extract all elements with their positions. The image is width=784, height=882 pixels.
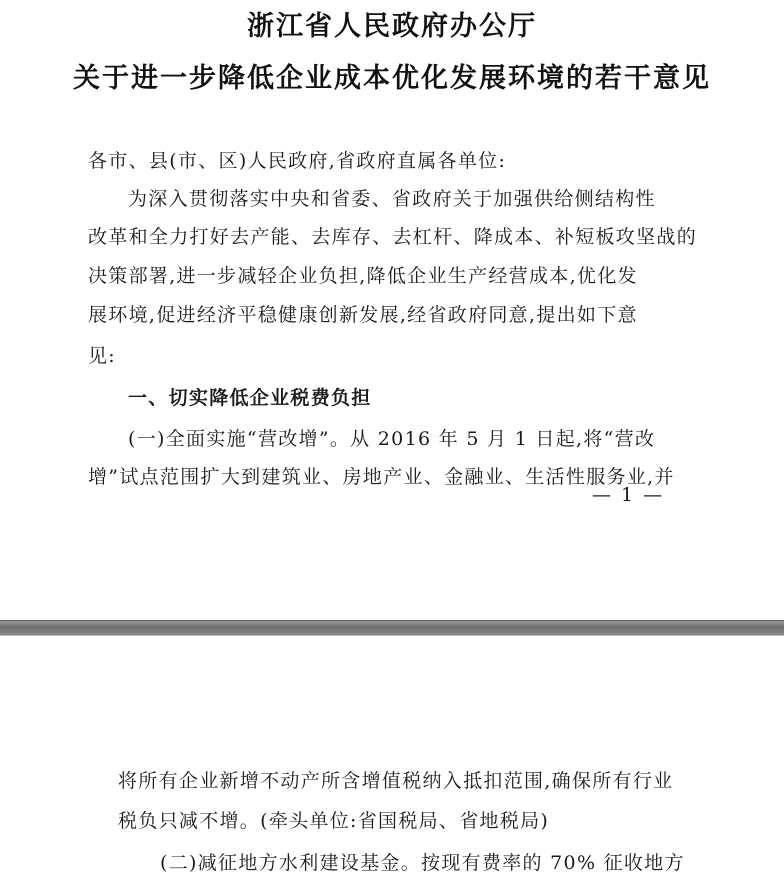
paragraph-line: 将所有企业新增不动产所含增值税纳入抵扣范围,确保所有行业	[118, 770, 674, 792]
section-heading: 一、切实降低企业税费负担	[128, 387, 372, 409]
page-number: — 1 —	[592, 484, 665, 506]
intro-paragraph-line: 见:	[88, 345, 117, 367]
document-page-2	[0, 636, 784, 882]
document-issuer-title: 浙江省人民政府办公厅	[247, 11, 537, 42]
paragraph-line: 税负只减不增。(牵头单位:省国税局、省地税局)	[118, 810, 550, 832]
intro-paragraph-line: 为深入贯彻落实中央和省委、省政府关于加强供给侧结构性	[128, 188, 656, 210]
intro-paragraph-line: 决策部署,进一步减轻企业负担,降低企业生产经营成本,优化发	[88, 265, 638, 287]
intro-paragraph-line: 展环境,促进经济平稳健康创新发展,经省政府同意,提出如下意	[88, 304, 638, 326]
salutation: 各市、县(市、区)人民政府,省政府直属各单位:	[88, 150, 507, 172]
item-paragraph-line: 增”试点范围扩大到建筑业、房地产业、金融业、生活性服务业,并	[88, 466, 675, 488]
page-separator	[0, 620, 784, 636]
intro-paragraph-line: 改革和全力打好去产能、去库存、去杠杆、降成本、补短板攻坚战的	[88, 226, 698, 248]
item-paragraph-line: (一)全面实施“营改增”。从 2016 年 5 月 1 日起,将“营改	[128, 428, 656, 450]
document-subject-title: 关于进一步降低企业成本优化发展环境的若干意见	[73, 63, 711, 94]
paragraph-line: (二)减征地方水利建设基金。按现有费率的 70% 征收地方	[160, 852, 685, 874]
